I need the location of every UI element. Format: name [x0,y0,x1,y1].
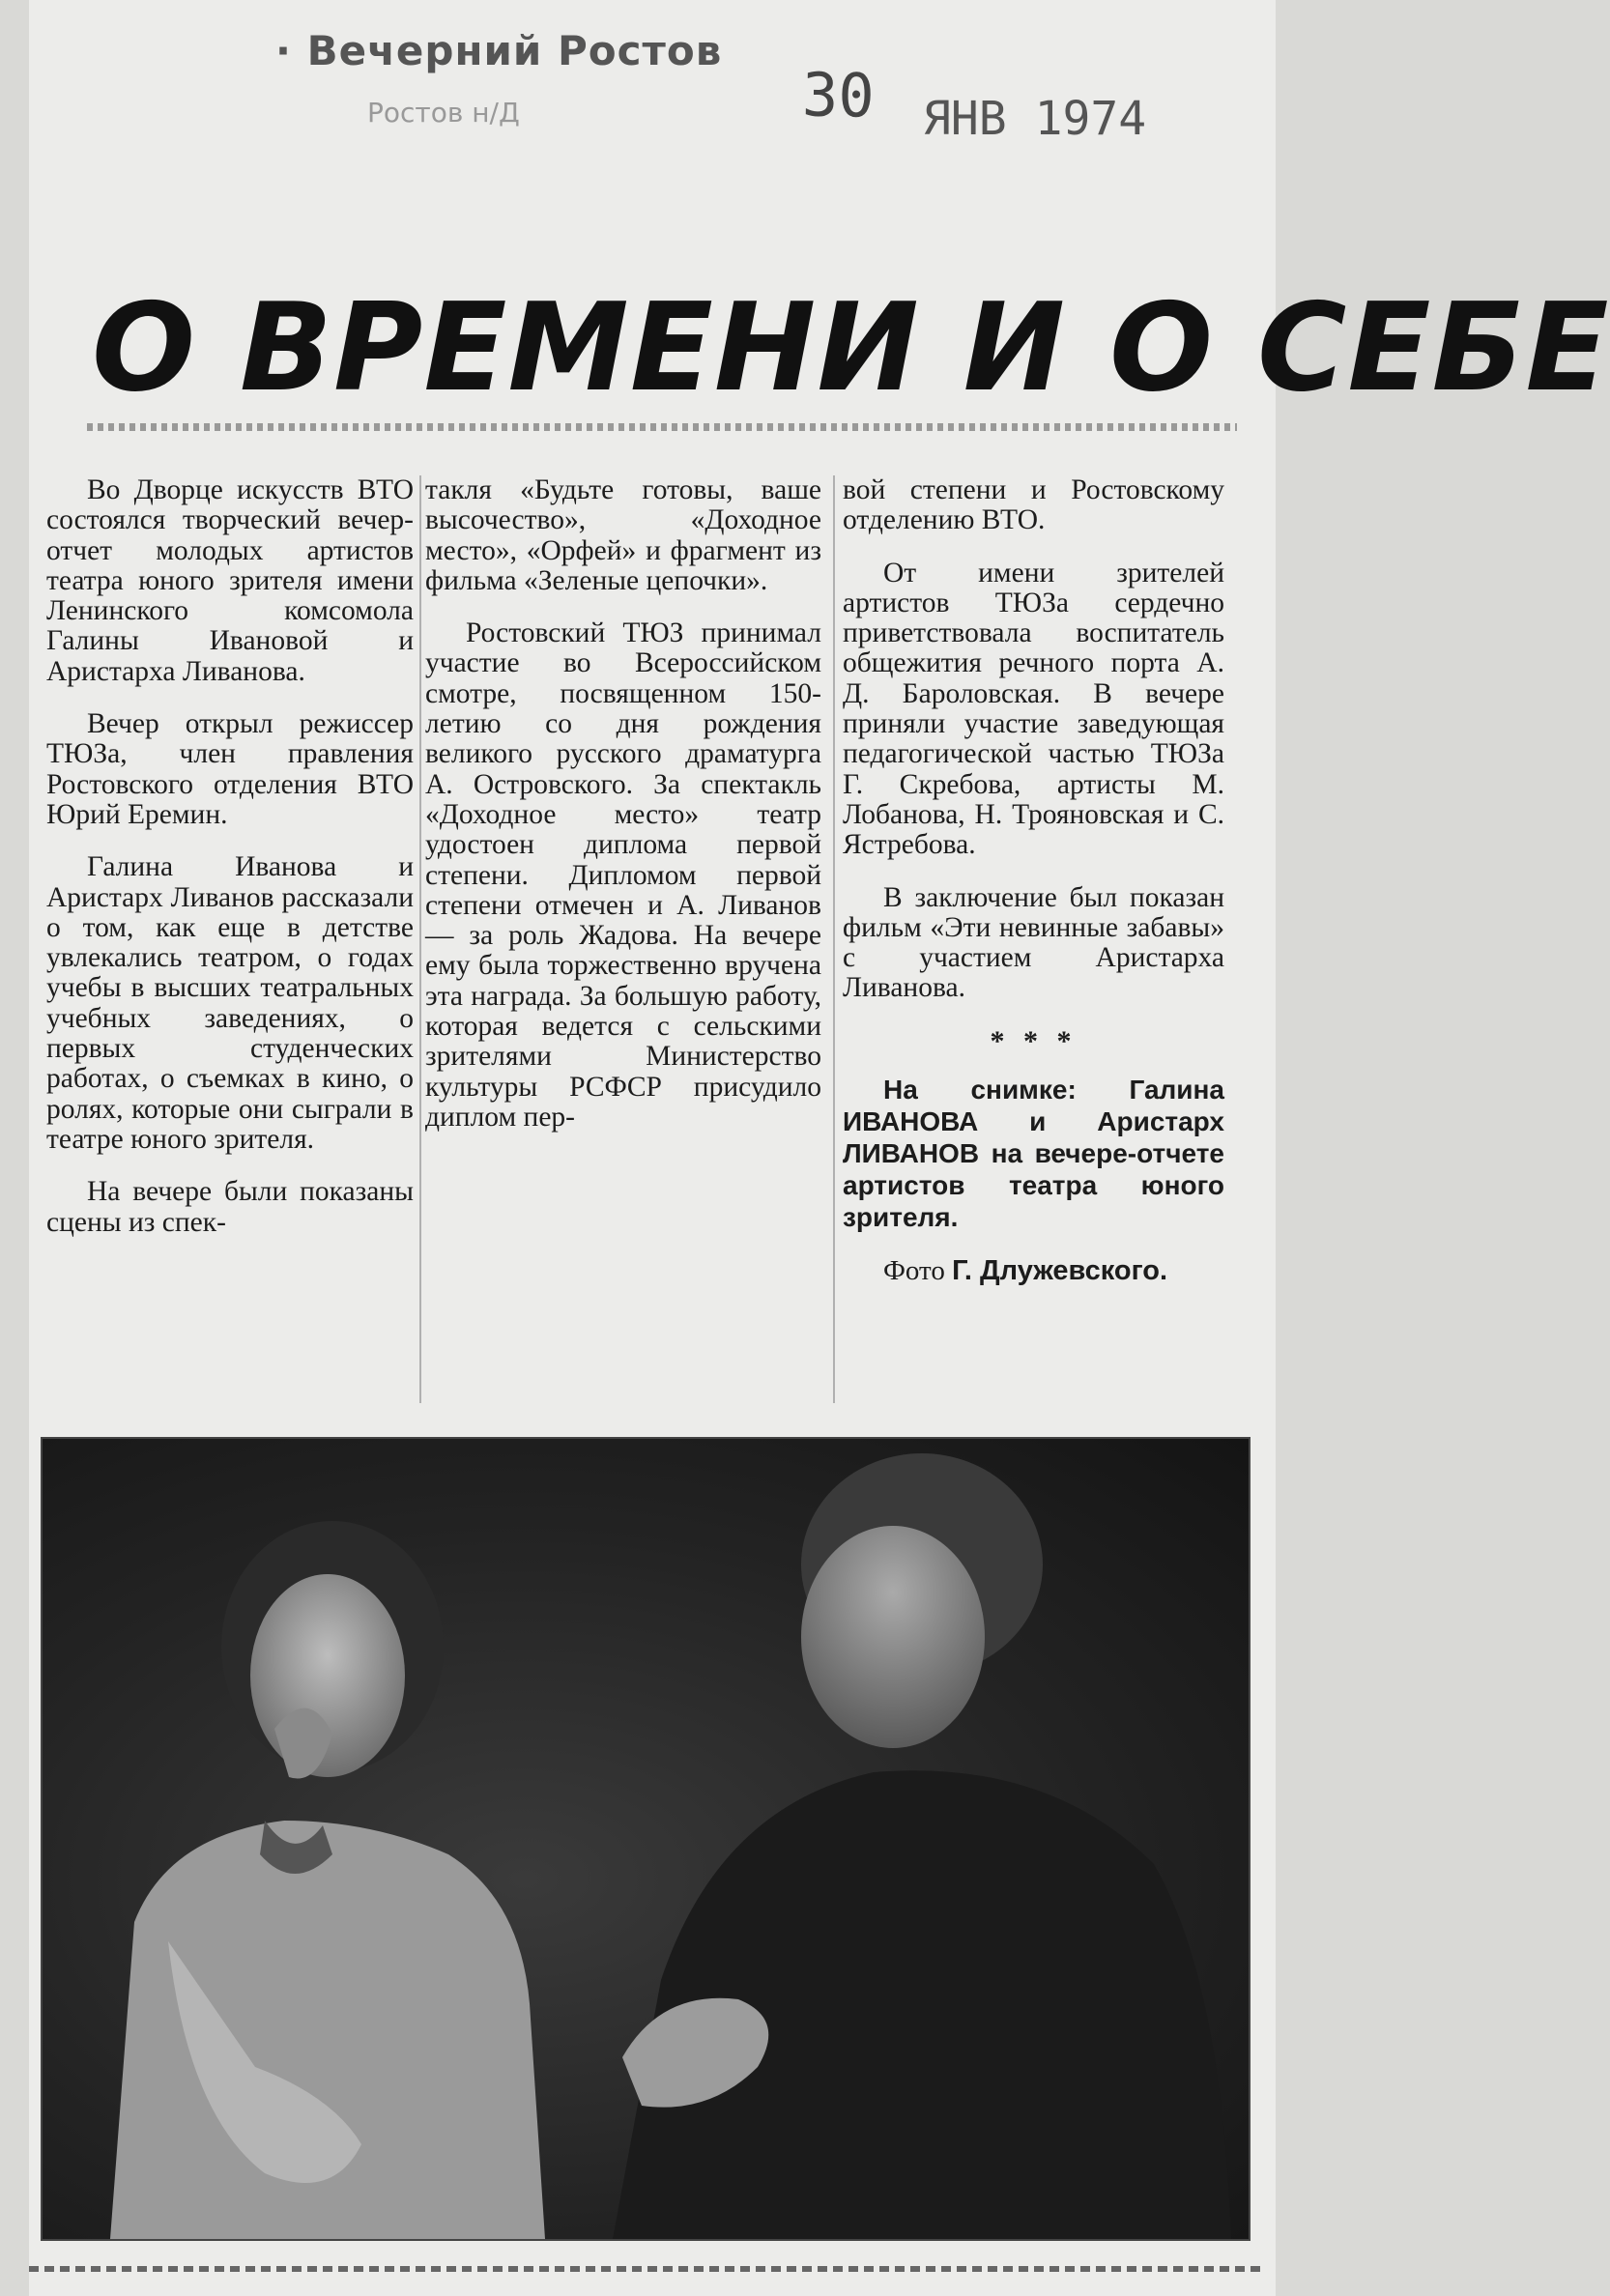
headline-rule [87,423,1237,431]
paragraph: Галина Иванова и Аристарх Ливанов рассказали о том, как еще в детстве увлекались театром, о годах учебы в высших театральных учебных заведениях, о первых студенческих работах, о съемках в кино, о ролях, которые они сыграли в театре юного зрителя. [46,851,414,1155]
paragraph: Во Дворце искусств ВТО состоялся творческий вечер-отчет молодых артистов театра юного зрителя имени Ленинского комсомола Галины Ивановой и Аристарха Ливанова. [46,474,414,687]
date-stamp-month-year: ЯНВ 1974 [923,92,1147,146]
paragraph: От имени зрителей артистов ТЮЗа сердечно приветствовала воспитатель общежития речного порта А. Д. Бароловская. В вечере приняли участие заведующая педагогической частью ТЮЗа Г. Скребова, артисты М. Лобанова, Н. Трояновская и С. Ястребова. [843,557,1224,861]
man-figure [613,1453,1231,2239]
photo-illustration [43,1439,1249,2239]
paragraph: Вечер открыл режиссер ТЮЗа, член правления Ростовского отделения ВТО Юрий Еремин. [46,708,414,830]
photo-credit-name: Г. Длужевского. [952,1255,1168,1287]
article-headline: О ВРЕМЕНИ И О СЕБЕ [92,276,1610,418]
woman-figure [110,1521,545,2239]
photo-credit-prefix: Фото [883,1255,945,1287]
column-divider [833,475,835,1403]
newspaper-masthead: · Вечерний Ростов [275,27,723,74]
photo-credit [843,1255,1224,1287]
article-column-3 [843,475,1224,1287]
column-divider [419,475,421,1403]
photo-caption: На снимке: Галина ИВАНОВА и Аристарх ЛИВАНОВ на вечере-отчете артистов театра юного зрителя. [843,1075,1224,1233]
article-column-2 [425,475,821,1133]
masthead-city: Ростов н/Д [367,97,520,129]
section-separator: * * * [990,1024,1078,1057]
paragraph: В заключение был показан фильм «Эти невинные забавы» с участием Аристарха Ливанова. [843,881,1224,1004]
paragraph: такля «Будьте готовы, ваше высочество», «Доходное место», «Орфей» и фрагмент из фильма «Зеленые цепочки». [425,474,821,596]
paragraph: На вечере были показаны сцены из спек- [46,1176,414,1238]
article-column-1 [46,475,414,1238]
bottom-rule [29,2266,1266,2272]
paragraph: вой степени и Ростовскому отделению ВТО. [843,474,1224,536]
article-photo [41,1437,1251,2241]
paragraph: Ростовский ТЮЗ принимал участие во Всероссийском смотре, посвященном 150-летию со дня рождения великого русского драматурга А. Островского. За спектакль «Доходное место» театр удостоен диплома первой степени. Дипломом первой степени отмечен и А. Ливанов — за роль Жадова. На вечере ему была торжественно вручена эта награда. За большую работу, которая ведется с сельскими зрителями Министерство культуры РСФСР присудило диплом пер- [425,617,821,1133]
date-stamp-day: 30 [801,59,876,131]
